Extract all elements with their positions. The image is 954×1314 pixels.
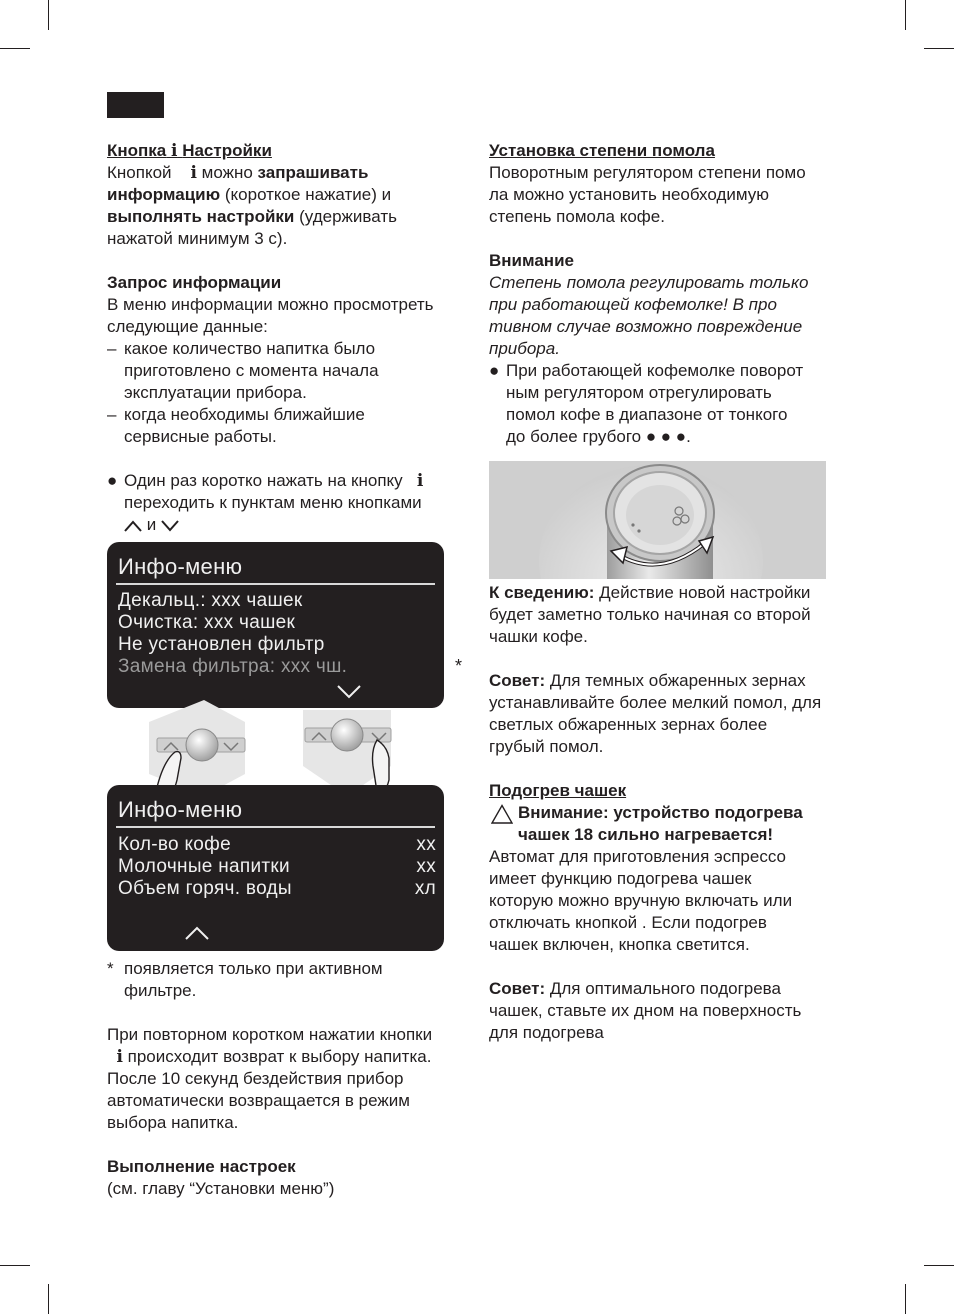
list-item-text: ным регулятором отрегулировать: [506, 383, 772, 402]
left-column-bottom: [107, 958, 467, 1200]
display-row: Кол-во кофе xx: [118, 834, 436, 855]
info-menu-display: [107, 542, 444, 708]
info-text: следующие данные:: [107, 317, 268, 336]
left-column-top: [107, 140, 467, 536]
body-text: отключать кнопкой . Если подогрев: [489, 913, 767, 932]
body-text: выбора напитка.: [107, 1113, 239, 1132]
intro-line: выполнять настройки (удерживать: [107, 207, 397, 226]
bullet-marker: ●: [107, 471, 118, 490]
dash-marker: –: [107, 339, 117, 358]
crop-mark: [905, 1284, 906, 1314]
right-column-bottom: [489, 582, 854, 1044]
list-item-text: сервисные работы.: [124, 427, 277, 446]
display-row: Не установлен фильтр: [118, 634, 325, 655]
display-row: Очистка: xxx чашек: [118, 612, 296, 633]
footnote-text: фильтре.: [124, 981, 197, 1000]
info-button-icon: i: [416, 471, 424, 491]
info-button-icon: i: [116, 1047, 123, 1067]
body-text: имеет функцию подогрева чашек: [489, 869, 752, 888]
body-text: Совет: Для оптимального подогрева: [489, 979, 781, 998]
list-item: [107, 338, 467, 404]
footnote-star: *: [107, 959, 114, 978]
info-text: В меню информации можно просмотреть: [107, 295, 434, 314]
body-text: устанавливайте более мелкий помол, для: [489, 693, 822, 712]
list-item-text: какое количество напитка было: [124, 339, 376, 358]
grinder-knob-illustration: [489, 461, 826, 579]
display-row: Молочные напитки xx: [118, 856, 436, 877]
footnote-star: *: [455, 656, 463, 676]
crop-mark: [905, 0, 906, 30]
warning-triangle-icon: [491, 804, 513, 824]
settings-heading: Выполнение настроек: [107, 1157, 296, 1176]
warning-text: чашек 18 сильно нагревается!: [518, 825, 774, 844]
display-row: Замена фильтра: xxx чш.: [118, 656, 348, 677]
list-item-text: При работающей кофемолке поворот: [506, 361, 804, 380]
info-menu-display: [107, 785, 444, 951]
info-heading: Запрос информации: [107, 273, 282, 292]
body-text: будет заметно только начиная со второй: [489, 605, 811, 624]
body-text: (см. главу “Установки меню”): [107, 1179, 335, 1198]
body-text: К сведению: Действие новой настройки: [489, 583, 811, 602]
info-button-icon: i: [171, 141, 178, 161]
list-item-text: эксплуатации прибора.: [124, 383, 307, 402]
display-row: Объем горяч. воды xл: [118, 878, 436, 899]
list-item-text: и: [124, 514, 467, 536]
body-text: После 10 секунд бездействия прибор: [107, 1069, 404, 1088]
list-item: [107, 470, 467, 536]
display-title: Инфо-меню: [118, 797, 243, 822]
attention-text: прибора.: [489, 339, 560, 358]
body-text: чашек, ставьте их дном на поверхность: [489, 1001, 802, 1020]
list-item: [107, 404, 467, 448]
list-item-text: переходить к пунктам меню кнопками: [124, 493, 422, 512]
body-text: i происходит возврат к выбору напитка.: [116, 1047, 432, 1067]
grind-knob-illustration: [489, 461, 826, 579]
attention-heading: Внимание: [489, 251, 574, 270]
attention-text: Степень помола регулировать только: [489, 273, 809, 292]
list-item-text: приготовлено с момента начала: [124, 361, 379, 380]
list-item-text: до более грубого ● ● ●.: [506, 427, 691, 446]
body-text: степень помола кофе.: [489, 207, 665, 226]
list-item-text: помол кофе в диапазоне от тонкого: [506, 405, 788, 424]
hand-illustration: [107, 700, 444, 796]
display-divider: [116, 583, 435, 585]
list-item: [489, 360, 854, 448]
footnote-text: появляется только при активном: [124, 959, 383, 978]
body-text: Автомат для приготовления эспрессо: [489, 847, 786, 866]
intro-line: Кнопкой i можно запрашивать: [107, 163, 369, 183]
attention-text: тивном случае возможно повреждение: [489, 317, 803, 336]
body-text: для подогрева: [489, 1023, 604, 1042]
body-text: ла можно установить необходимую: [489, 185, 769, 204]
intro-line: информацию (короткое нажатие) и: [107, 185, 392, 204]
body-text: При повторном коротком нажатии кнопки: [107, 1025, 433, 1044]
button-press-illustration: [107, 700, 444, 796]
body-text: Совет: Для темных обжаренных зернах: [489, 671, 806, 690]
body-text: грубый помол.: [489, 737, 604, 756]
chevron-down-icon: [161, 519, 179, 533]
button-heading: Кнопка i Настройки: [107, 141, 272, 161]
dash-marker: –: [107, 405, 117, 424]
crop-mark: [0, 1265, 30, 1266]
crop-mark: [0, 48, 30, 49]
list-item-text: Один раз коротко нажать на кнопку i: [124, 471, 424, 491]
chevron-up-icon: [124, 519, 142, 533]
body-text: которую можно вручную включать или: [489, 891, 793, 910]
display-divider: [116, 826, 435, 828]
chevron-down-icon: [336, 684, 362, 700]
warning-block: [489, 802, 854, 846]
intro-line: нажатой минимум 3 с).: [107, 229, 288, 248]
cup-heading: Подогрев чашек: [489, 781, 627, 800]
crop-mark: [924, 1265, 954, 1266]
body-text: Поворотным регулятором степени помо: [489, 163, 806, 182]
crop-mark: [48, 0, 49, 30]
info-button-icon: i: [190, 163, 197, 183]
body-text: чашек включен, кнопка светится.: [489, 935, 750, 954]
list-item-text: когда необходимы ближайшие: [124, 405, 365, 424]
body-text: чашки кофе.: [489, 627, 588, 646]
chevron-up-icon: [184, 925, 210, 941]
page-tab-marker: [107, 92, 164, 118]
crop-mark: [924, 48, 954, 49]
body-text: светлых обжаренных зернах более: [489, 715, 768, 734]
footnote: [107, 958, 467, 1002]
right-column-top: [489, 140, 854, 448]
bullet-marker: ●: [489, 361, 500, 380]
crop-mark: [48, 1284, 49, 1314]
grind-heading: Установка степени помола: [489, 141, 715, 160]
body-text: автоматически возвращается в режим: [107, 1091, 410, 1110]
attention-text: при работающей кофемолке! В про: [489, 295, 777, 314]
warning-text: Внимание: устройство подогрева: [518, 803, 803, 822]
display-row: Декальц.: xxx чашек: [118, 590, 303, 611]
display-title: Инфо-меню: [118, 554, 243, 579]
